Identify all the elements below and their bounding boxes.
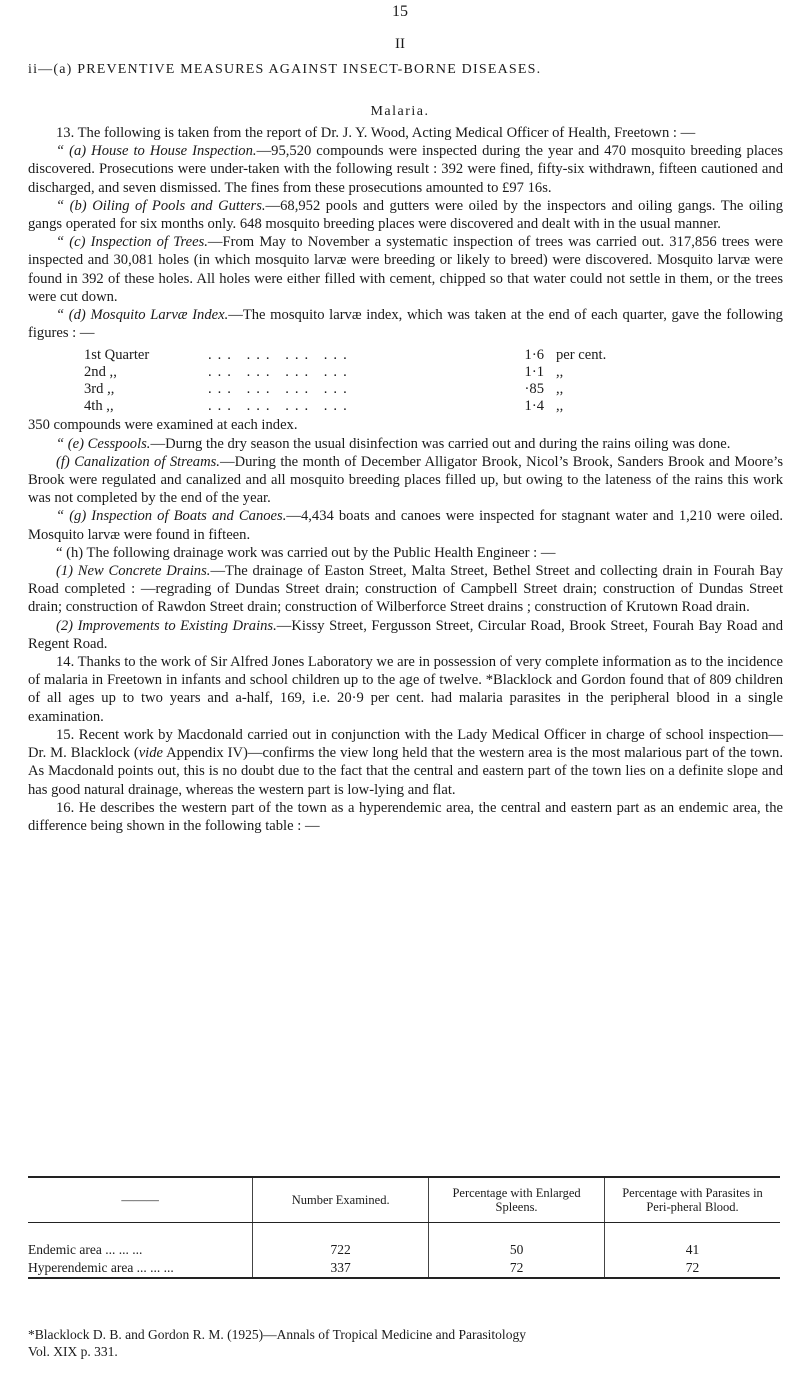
quarter-value: 1·6	[524, 347, 544, 364]
larvae-index-table	[84, 346, 783, 414]
item-d-text: —The mosquito larvæ index, which was taken at the end of each quarter, gave the following figures : —	[28, 307, 783, 342]
item-c-label: “ (c) Inspection of Trees.	[56, 234, 208, 251]
cell-number-examined: 722	[253, 1223, 429, 1260]
quarter-unit: ,,	[556, 398, 564, 415]
quarter-value: 1·1	[524, 364, 544, 381]
quarter-row	[84, 363, 783, 380]
item-c	[28, 233, 783, 306]
leader-dots: ... ... ... ...	[208, 364, 353, 381]
item-h: “ (h) The following drainage work was carried out by the Public Health Engineer : —	[56, 544, 556, 561]
item-h1-label: (1) New Concrete Drains.	[56, 563, 211, 580]
quarter-row	[84, 380, 783, 397]
item-h2	[28, 617, 783, 653]
quarter-unit: ,,	[556, 381, 564, 398]
item-f-label: (f) Canalization of Streams.	[56, 453, 220, 470]
item-g	[28, 507, 783, 543]
header-parasites: Percentage with Parasites in Peri-pheral Blood.	[605, 1177, 780, 1223]
quarter-label: 4th ,,	[84, 398, 114, 415]
quarter-label: 1st Quarter	[84, 347, 150, 364]
leader-dots: ... ... ... ...	[208, 347, 353, 364]
item-e-label: “ (e) Cesspools.	[56, 435, 151, 452]
para-14: 14. Thanks to the work of Sir Alfred Jones Laboratory we are in possession of very complete information as to the incidence of malaria in Freetown in infants and school children up to the age of twelve. *Blacklock and Gordon found that of 809 children of all ages up to two years and a-half, 169, i.e. 20·9 per cent. had malaria parasites in the peripheral blood in a single examination.	[28, 654, 783, 725]
item-d-after: 350 compounds were examined at each index.	[28, 417, 298, 434]
item-c-text: —From May to November a systematic inspection of trees was carried out. 317,856 trees were inspected and 30,081 holes (in which mosquito larvæ were breeding or likely to breed) were discovered. Mosquito larvæ were found in 392 of these holes. All holes were either filled with cement, chipped so that water could not settle in them, or the trees were cut down.	[28, 234, 784, 305]
para-15-part-a: 15. Recent work by Macdonald carried out in conjunction with the Lady Medical Officer in charge of school inspection—Dr. M. Blacklock (	[28, 726, 783, 762]
table-corner: ———	[28, 1177, 253, 1223]
footnote-line-1: *Blacklock D. B. and Gordon R. M. (1925)—Annals of Tropical Medicine and Parasitology	[28, 1327, 526, 1342]
item-d-label: “ (d) Mosquito Larvæ Index.	[56, 307, 229, 324]
item-f	[28, 453, 783, 508]
item-e-text: —Durng the dry season the usual disinfection was carried out and during the rains oiling was done.	[150, 435, 731, 452]
table-row	[28, 1223, 780, 1260]
item-e	[28, 435, 783, 453]
item-g-text: —4,434 boats and canoes were inspected for stagnant water and 1,210 were oiled. Mosquito larvæ were found in fifteen.	[28, 508, 784, 543]
section-numeral: II	[395, 36, 405, 52]
quarter-label: 3rd ,,	[84, 381, 115, 398]
table-row	[28, 1259, 780, 1278]
quarter-row	[84, 346, 783, 363]
page-number: 15	[392, 3, 408, 20]
row-label: Hyperendemic area ... ... ...	[28, 1259, 253, 1278]
quarter-label: 2nd ,,	[84, 364, 117, 381]
quarter-row	[84, 397, 783, 414]
footnote	[28, 1326, 780, 1360]
subheading-malaria: Malaria.	[370, 104, 430, 119]
item-g-label: “ (g) Inspection of Boats and Canoes.	[56, 508, 287, 525]
row-label: Endemic area ... ... ...	[28, 1242, 143, 1257]
item-h2-text: —Kissy Street, Fergusson Street, Circular Road, Brook Street, Fourah Bay Road and Regent Road.	[28, 617, 783, 652]
section-heading: ii—(a) PREVENTIVE MEASURES AGAINST INSECT-BORNE DISEASES.	[28, 62, 542, 77]
cell-enlarged-spleens: 72	[429, 1259, 605, 1278]
para-15	[28, 726, 783, 799]
item-b-label: “ (b) Oiling of Pools and Gutters.	[56, 197, 266, 214]
quarter-unit: ,,	[556, 364, 564, 381]
item-h1-text: —The drainage of Easton Street, Malta Street, Bethel Street and collecting drain in Fourah Bay Road completed : —regrading of Dundas Street drain; construction of Campbell Street drain; construction of Dundas Street drain; construction of Rawdon Street drain; construction of Wilberforce Street drains ; construction of Krutown Road drain.	[28, 563, 783, 616]
item-h1	[28, 562, 783, 617]
cell-parasites: 72	[605, 1259, 780, 1278]
item-h2-label: (2) Improvements to Existing Drains.	[56, 617, 277, 634]
item-f-text: —During the month of December Alligator Brook, Nicol’s Brook, Sanders Brook and Moore’s Brook were regulated and canalized and all mosquito breeding places filled up, but owing to the lateness of the rains this work was not completed by the end of the year.	[28, 453, 783, 507]
item-a-label: “ (a) House to House Inspection.	[56, 143, 257, 160]
para-15-part-b: Appendix IV)—confirms the view long held that the western area is the most malarious part of the town. As Macdonald points out, this is no doubt due to the fact that the central and eastern part of the town lies on a definite slope and has good natural drainage, whereas the western part is low-lying and flat.	[28, 745, 783, 798]
leader-dots: ... ... ... ...	[208, 381, 353, 398]
body-text	[28, 124, 783, 835]
para-15-vide: vide	[138, 745, 164, 762]
table-header-row	[28, 1177, 780, 1223]
para-16: 16. He describes the western part of the town as a hyperendemic area, the central and eastern part as an endemic area, the difference being shown in the following table : —	[28, 799, 783, 834]
para-13-intro: 13. The following is taken from the report of Dr. J. Y. Wood, Acting Medical Officer of Health, Freetown : —	[56, 125, 696, 141]
cell-parasites: 41	[605, 1223, 780, 1260]
leader-dots: ... ... ... ...	[208, 398, 353, 415]
quarter-unit: per cent.	[556, 347, 607, 364]
header-enlarged-spleens: Percentage with Enlarged Spleens.	[429, 1177, 605, 1223]
item-a-text: —95,520 compounds were inspected during the year and 470 mosquito breeding places discovered. Prosecutions were under-taken with the following result : 392 were fined, fifty-six withdrawn, fifteen cautioned and discharged, and seven dismissed. The fines from these prosecutions amounted to £97 16s.	[28, 143, 784, 196]
item-a	[28, 142, 783, 197]
item-b-text: —68,952 pools and gutters were oiled by the inspectors and oiling gangs. The oiling gangs operated for six months only. 648 mosquito breeding places were discovered and dealt with in the usual manner.	[28, 197, 783, 233]
endemic-comparison-table	[28, 1176, 780, 1279]
footnote-line-2: Vol. XIX p. 331.	[28, 1344, 118, 1359]
quarter-value: 1·4	[524, 398, 544, 415]
cell-enlarged-spleens: 50	[429, 1223, 605, 1260]
item-d	[28, 306, 783, 342]
cell-number-examined: 337	[253, 1259, 429, 1278]
header-number-examined: Number Examined.	[253, 1177, 429, 1223]
item-b	[28, 197, 783, 233]
quarter-value: ·85	[524, 381, 544, 398]
